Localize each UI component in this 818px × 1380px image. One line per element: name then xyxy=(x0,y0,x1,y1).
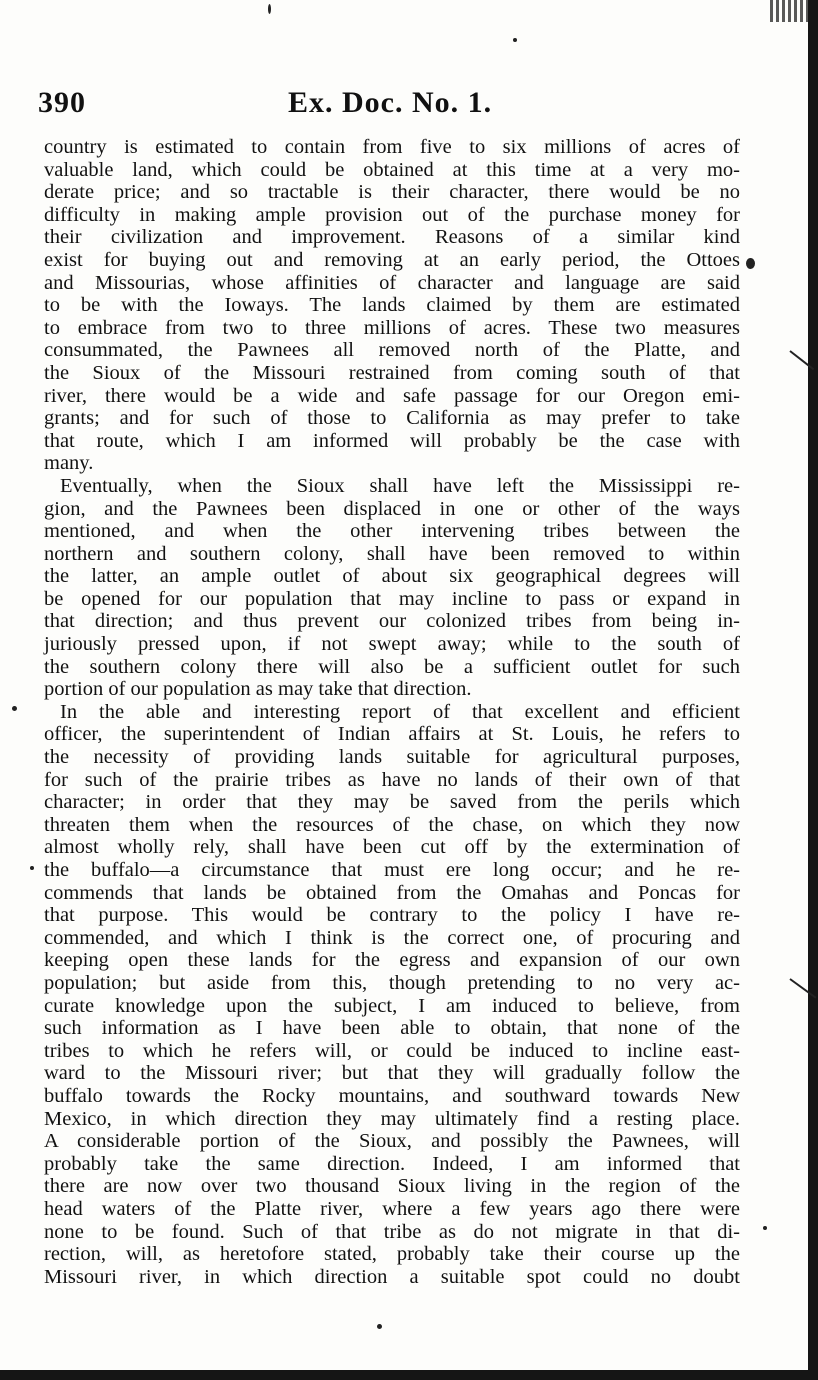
text-line: country is estimated to contain from five to six millions of acres of xyxy=(44,136,740,158)
text-line: valuable land, which could be obtained at this time at a very mo- xyxy=(44,158,740,181)
document-title: Ex. Doc. No. 1. xyxy=(288,86,493,119)
text-line: curate knowledge upon the subject, I am induced to believe, from xyxy=(44,994,740,1017)
text-line: In the able and interesting report of that excellent and efficient xyxy=(60,700,740,723)
text-line: threaten them when the resources of the chase, on which they now xyxy=(44,813,740,836)
text-line: portion of our population as may take that direction. xyxy=(44,678,472,701)
text-line: probably take the same direction. Indeed, I am informed that xyxy=(44,1152,740,1175)
text-line: juriously pressed upon, if not swept away; while to the south of xyxy=(44,633,740,656)
text-line: none to be found. Such of that tribe as do not migrate in that di- xyxy=(44,1220,740,1243)
text-line: river, there would be a wide and safe passage for our Oregon emi- xyxy=(44,384,740,407)
ink-speck xyxy=(746,258,755,269)
scan-artifact-top-right xyxy=(770,0,808,22)
text-line: tribes to which he refers will, or could be induced to incline east- xyxy=(44,1039,740,1062)
text-line: consummated, the Pawnees all removed north of the Platte, and xyxy=(44,339,740,362)
text-line: officer, the superintendent of Indian affairs at St. Louis, he refers to xyxy=(44,723,740,746)
text-line: the latter, an ample outlet of about six geographical degrees will xyxy=(44,565,740,588)
text-line: such information as I have been able to obtain, that none of the xyxy=(44,1017,740,1040)
ink-speck xyxy=(763,1226,767,1230)
text-line: Mexico, in which direction they may ultimately find a resting place. xyxy=(44,1107,740,1130)
text-line: commended, and which I think is the correct one, of procuring and xyxy=(44,926,740,949)
text-line: character; in order that they may be saved from the perils which xyxy=(44,791,740,814)
body-text xyxy=(44,136,740,1288)
text-line: there are now over two thousand Sioux living in the region of the xyxy=(44,1175,740,1198)
text-line: the necessity of providing lands suitable for agricultural purposes, xyxy=(44,746,740,769)
text-line: for such of the prairie tribes as have no lands of their own of that xyxy=(44,768,740,791)
text-line: and Missourias, whose affinities of character and language are said xyxy=(44,271,740,294)
text-line: A considerable portion of the Sioux, and possibly the Pawnees, will xyxy=(44,1130,740,1153)
ink-speck xyxy=(30,866,34,870)
text-line: Missouri river, in which direction a suitable spot could no doubt xyxy=(44,1265,740,1288)
text-line: Eventually, when the Sioux shall have left the Mississippi re- xyxy=(60,474,740,497)
text-line: difficulty in making ample provision out of the purchase money for xyxy=(44,203,740,226)
text-line: the southern colony there will also be a sufficient outlet for such xyxy=(44,655,740,678)
text-line: that route, which I am informed will probably be the case with xyxy=(44,429,740,452)
text-line: that direction; and thus prevent our colonized tribes from being in- xyxy=(44,610,740,633)
text-line: head waters of the Platte river, where a few years ago there were xyxy=(44,1197,740,1220)
text-line: almost wholly rely, shall have been cut off by the extermination of xyxy=(44,836,740,859)
page-header xyxy=(38,86,758,128)
text-line: rection, will, as heretofore stated, probably take their course up the xyxy=(44,1243,740,1266)
text-line: derate price; and so tractable is their character, there would be no xyxy=(44,181,740,204)
text-line: that purpose. This would be contrary to the policy I have re- xyxy=(44,904,740,927)
text-line: keeping open these lands for the egress and expansion of our own xyxy=(44,949,740,972)
text-line: commends that lands be obtained from the Omahas and Poncas for xyxy=(44,881,740,904)
text-line: to be with the Ioways. The lands claimed by them are estimated xyxy=(44,294,740,317)
text-line: exist for buying out and removing at an early period, the Ottoes xyxy=(44,248,740,271)
text-line: gion, and the Pawnees been displaced in one or other of the ways xyxy=(44,497,740,520)
text-line: buffalo towards the Rocky mountains, and southward towards New xyxy=(44,1084,740,1107)
text-line: the buffalo—a circumstance that must ere long occur; and he re- xyxy=(44,859,740,881)
text-line: many. xyxy=(44,452,94,475)
text-line: be opened for our population that may incline to pass or expand in xyxy=(44,587,740,610)
text-line: their civilization and improvement. Reasons of a similar kind xyxy=(44,226,740,249)
text-line: northern and southern colony, shall have been removed to within xyxy=(44,542,740,565)
text-line: to embrace from two to three millions of acres. These two measures xyxy=(44,316,740,339)
scan-border-right xyxy=(808,0,818,1380)
text-line: mentioned, and when the other intervening tribes between the xyxy=(44,520,740,543)
ink-speck xyxy=(268,4,271,14)
ink-speck xyxy=(12,706,17,711)
text-line: ward to the Missouri river; but that they will gradually follow the xyxy=(44,1062,740,1085)
text-line: population; but aside from this, though pretending to no very ac- xyxy=(44,971,740,994)
text-line: the Sioux of the Missouri restrained from coming south of that xyxy=(44,361,740,384)
page-number: 390 xyxy=(38,86,86,119)
ink-speck xyxy=(377,1324,382,1329)
ink-speck xyxy=(513,38,517,42)
scan-border-bottom xyxy=(0,1370,818,1380)
text-line: grants; and for such of those to California as may prefer to take xyxy=(44,407,740,430)
